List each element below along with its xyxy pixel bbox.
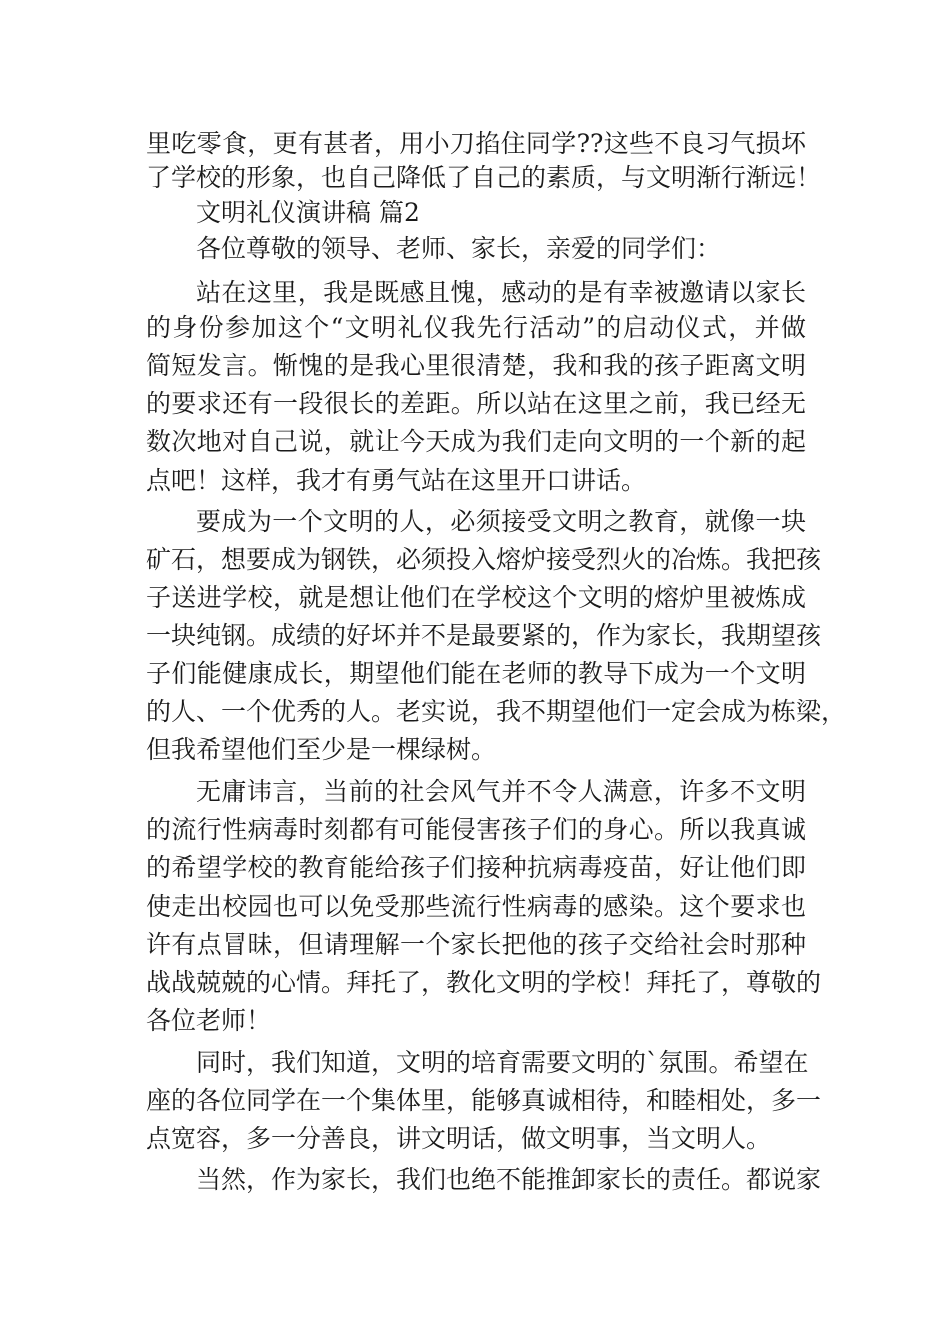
body-line: 但我希望他们至少是一棵绿树。 [146, 735, 497, 764]
body-line: 许有点冒昧，但请理解一个家长把他的孩子交给社会时那种 [146, 930, 806, 959]
body-line: 矿石，想要成为钢铁，必须投入熔炉接受烈火的冶炼。我把孩 [146, 545, 822, 574]
body-line: 里吃零食，更有甚者，用小刀掐住同学??这些不良习气损坏 [146, 129, 806, 158]
body-line: 了学校的形象，也自己降低了自己的素质，与文明渐行渐远！ [146, 163, 822, 192]
body-line: 的要求还有一段很长的差距。所以站在这里之前，我已经无 [146, 389, 806, 418]
body-line: 的希望学校的教育能给孩子们接种抗病毒疫苗，好让他们即 [146, 853, 806, 882]
body-line: 站在这里，我是既感且愧，感动的是有幸被邀请以家长 [196, 278, 806, 307]
body-line: 点吧！这样，我才有勇气站在这里开口讲话。 [146, 466, 647, 495]
body-line: 一块纯钢。成绩的好坏并不是最要紧的，作为家长，我期望孩 [146, 621, 822, 650]
body-line: 使走出校园也可以免受那些流行性病毒的感染。这个要求也 [146, 892, 806, 921]
salutation: 各位尊敬的领导、老师、家长，亲爱的同学们： [196, 234, 722, 263]
body-line: 的身份参加这个“文明礼仪我先行活动”的启动仪式，并做 [146, 313, 806, 342]
section-heading: 文明礼仪演讲稿 篇2 [196, 198, 420, 227]
body-line: 当然，作为家长，我们也绝不能推卸家长的责任。都说家 [196, 1165, 822, 1194]
body-line: 的人、一个优秀的人。老实说，我不期望他们一定会成为栋梁， [146, 697, 847, 726]
body-line: 同时，我们知道，文明的培育需要文明的`氛围。希望在 [196, 1048, 809, 1077]
body-line: 各位老师！ [146, 1006, 272, 1035]
body-line: 无庸讳言，当前的社会风气并不令人满意，许多不文明 [196, 777, 806, 806]
body-line: 子们能健康成长，期望他们能在老师的教导下成为一个文明 [146, 659, 806, 688]
body-line: 要成为一个文明的人，必须接受文明之教育，就像一块 [196, 507, 806, 536]
body-line: 战战兢兢的心情。拜托了，教化文明的学校！拜托了，尊敬的 [146, 968, 822, 997]
body-line: 的流行性病毒时刻都有可能侵害孩子们的身心。所以我真诚 [146, 815, 806, 844]
body-line: 子送进学校，就是想让他们在学校这个文明的熔炉里被炼成 [146, 583, 806, 612]
body-line: 数次地对自己说，就让今天成为我们走向文明的一个新的起 [146, 427, 806, 456]
body-line: 简短发言。惭愧的是我心里很清楚，我和我的孩子距离文明 [146, 351, 806, 380]
body-line: 点宽容，多一分善良，讲文明话，做文明事，当文明人。 [146, 1124, 772, 1153]
body-line: 座的各位同学在一个集体里，能够真诚相待，和睦相处，多一 [146, 1086, 822, 1115]
